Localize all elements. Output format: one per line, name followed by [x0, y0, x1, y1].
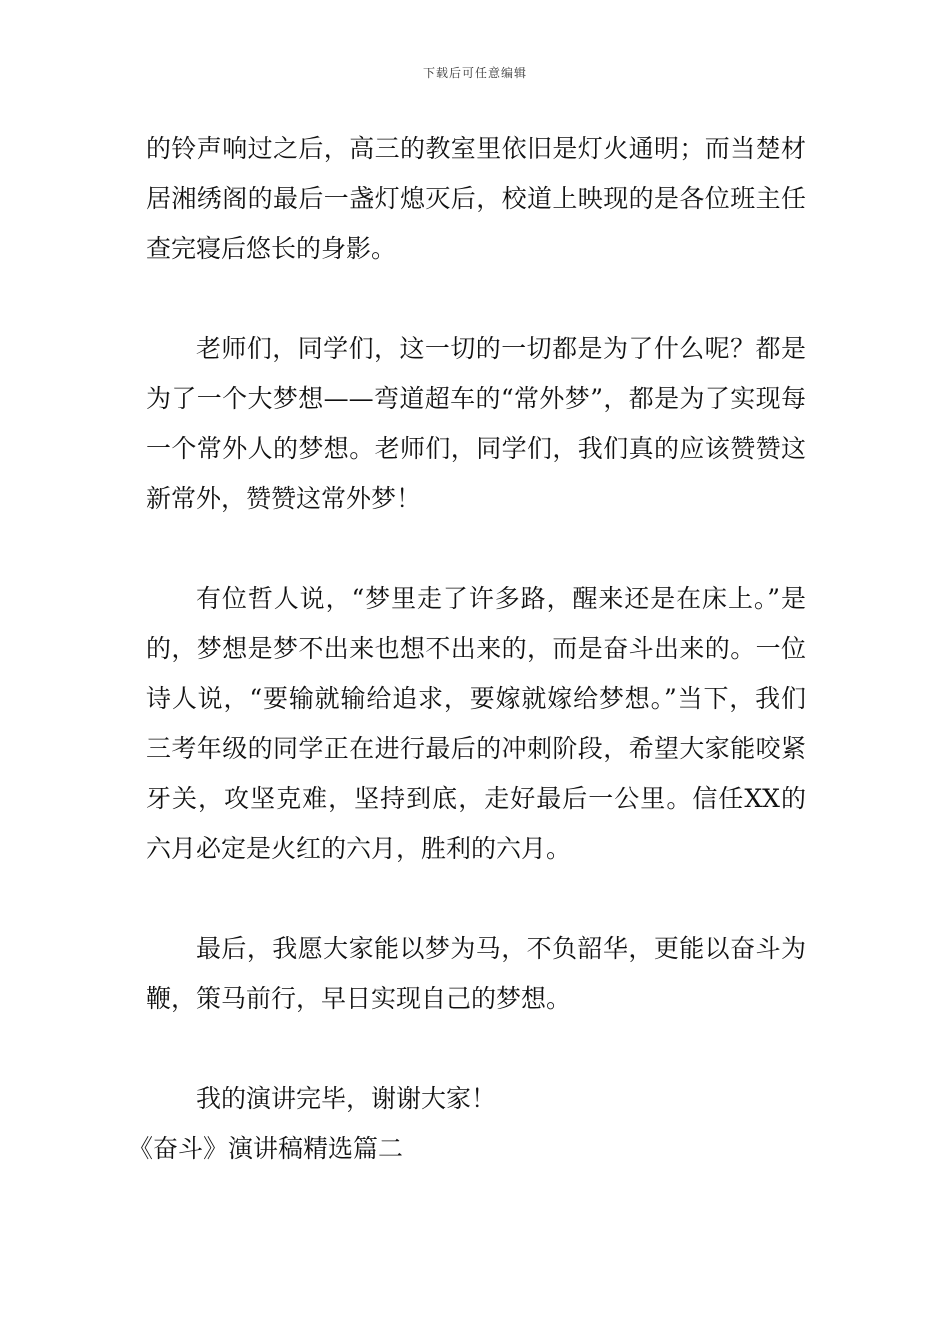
section-heading: 《奋斗》演讲稿精选篇二 — [128, 1134, 404, 1163]
document-body — [128, 124, 806, 1174]
paragraph-1: 的铃声响过之后，高三的教室里依旧是灯火通明；而当楚材居湘绣阁的最后一盏灯熄灭后，校道上映现的是各位班主任查完寝后悠长的身影。 — [146, 134, 806, 263]
paragraph-3: 有位哲人说，“梦里走了许多路，醒来还是在床上。”是的，梦想是梦不出来也想不出来的，而是奋斗出来的。一位诗人说，“要输就输给追求，要嫁就嫁给梦想。”当下，我们三考年级的同学正在进行最后的冲刺阶段，希望大家能咬紧牙关，攻坚克难，坚持到底，走好最后一公里。信任XX的六月必定是火红的六月，胜利的六月。 — [146, 584, 806, 863]
paragraph-gap — [146, 274, 806, 324]
header-note: 下载后可任意编辑 — [422, 66, 527, 80]
paragraph-gap — [146, 1024, 806, 1074]
paragraph-gap — [146, 874, 806, 924]
paragraph-5: 我的演讲完毕，谢谢大家！ — [196, 1084, 497, 1113]
paragraph-4: 最后，我愿大家能以梦为马，不负韶华，更能以奋斗为鞭，策马前行，早日实现自己的梦想。 — [146, 934, 806, 1013]
paragraph-gap — [146, 524, 806, 574]
paragraph-2: 老师们，同学们，这一切的一切都是为了什么呢？都是为了一个大梦想——弯道超车的“常外梦”，都是为了实现每一个常外人的梦想。老师们，同学们，我们真的应该赞赞这新常外，赞赞这常外梦！ — [146, 334, 806, 513]
